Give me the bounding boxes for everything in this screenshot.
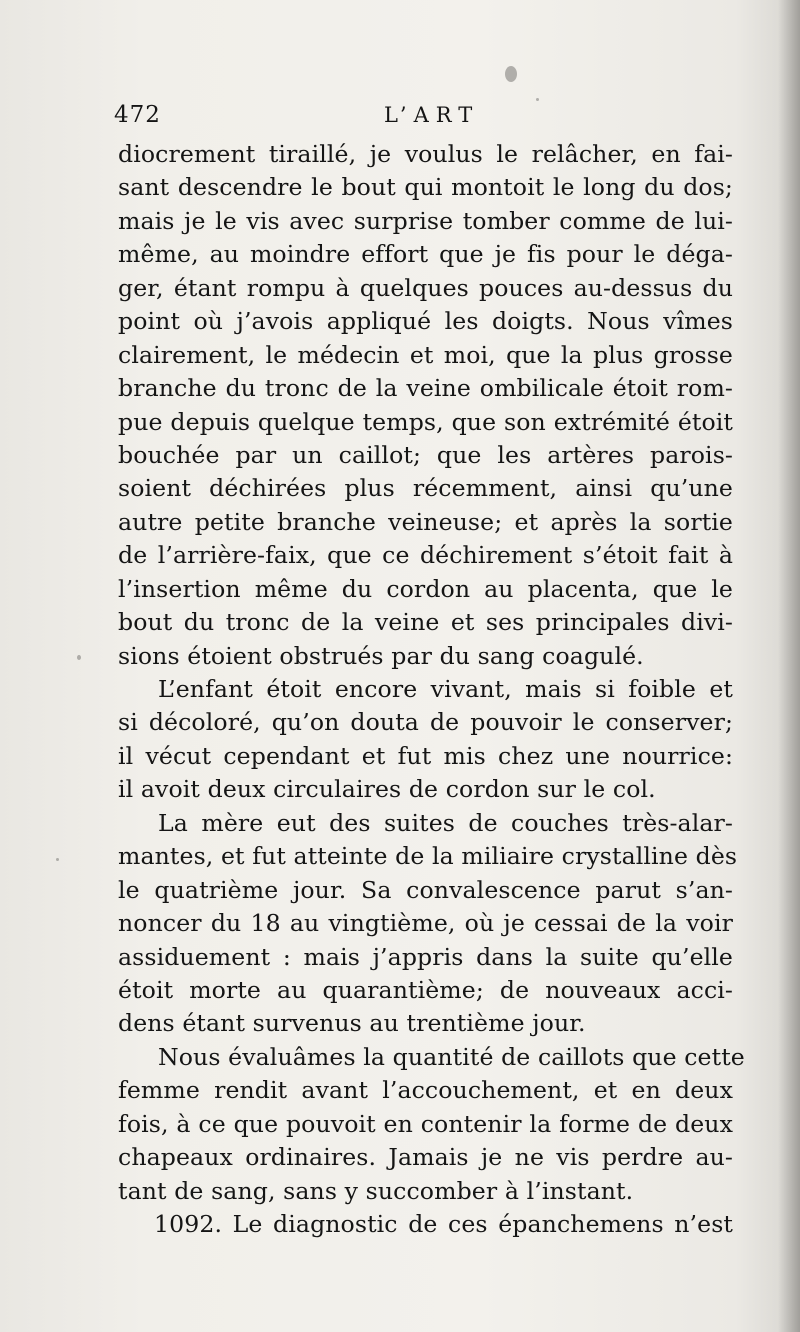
text-line: noncer du 18 au vingtième, où je cessai de la voir (118, 909, 733, 938)
text-line: ger, étant rompu à quelques pouces au-dessus du (118, 273, 733, 302)
text-line: clairement, le médecin et moi, que la plus grosse (118, 340, 733, 369)
text-line: pue depuis quelque temps, que son extrémité étoit (118, 407, 733, 436)
text-line: l’insertion même du cordon au placenta, que le (118, 574, 733, 603)
section-first-line: 1092. Le diagnostic de ces épanchemens n’est (154, 1210, 733, 1238)
text-line: dens étant survenus au trentième jour. (118, 1009, 586, 1038)
paragraph-first-line: L’enfant étoit encore vivant, mais si foible et (158, 675, 733, 703)
text-line: même, au moindre effort que je fis pour le déga- (118, 240, 733, 269)
text-line: il vécut cependant et fut mis chez une nourrice: (118, 741, 733, 770)
text-line: sions étoient obstrués par du sang coagulé. (118, 641, 644, 670)
ink-speck (56, 858, 59, 861)
text-line: chapeaux ordinaires. Jamais je ne vis perdre au- (118, 1143, 733, 1172)
paragraph-first-line: La mère eut des suites de couches très-alar- (158, 808, 733, 837)
ink-speck (505, 66, 517, 82)
page-number: 472 (114, 102, 161, 128)
text-line: diocrement tiraillé, je voulus le relâcher, en fai- (118, 140, 733, 168)
text-line: bouchée par un caillot; que les artères parois- (118, 440, 733, 469)
page-edge-shadow (778, 0, 800, 1332)
text-line: assiduement : mais j’appris dans la suite qu’elle (118, 942, 733, 971)
text-line: si décoloré, qu’on douta de pouvoir le conserver; (118, 708, 733, 737)
text-line: mantes, et fut atteinte de la miliaire crystalline dès (118, 842, 738, 871)
text-line: étoit morte au quarantième; de nouveaux acci- (118, 975, 733, 1004)
ink-speck (536, 98, 539, 101)
text-line: de l’arrière-faix, que ce déchirement s’étoit fait à (118, 541, 733, 570)
text-line: fois, à ce que pouvoit en contenir la forme de deux (118, 1109, 733, 1138)
body-text (118, 138, 745, 1241)
text-line: femme rendit avant l’accouchement, et en deux (118, 1076, 733, 1105)
text-line: le quatrième jour. Sa convalescence parut s’an- (118, 875, 733, 904)
text-line: tant de sang, sans y succomber à l’instant. (118, 1176, 634, 1205)
text-line: sant descendre le bout qui montoit le long du dos; (118, 173, 733, 202)
text-line: il avoit deux circulaires de cordon sur le col. (118, 775, 656, 804)
running-title: L’ART (384, 103, 480, 127)
ink-speck (77, 655, 81, 660)
running-head (114, 102, 734, 134)
paragraph-first-line: Nous évaluâmes la quantité de caillots que cette (158, 1042, 745, 1071)
text-line: autre petite branche veineuse; et après la sortie (118, 507, 733, 536)
text-line: mais je le vis avec surprise tomber comme de lui- (118, 206, 733, 235)
text-line: point où j’avois appliqué les doigts. Nous vîmes (118, 307, 733, 336)
text-line: soient déchirées plus récemment, ainsi qu’une (118, 474, 733, 503)
text-line: bout du tronc de la veine et ses principales divi- (118, 608, 733, 637)
text-line: branche du tronc de la veine ombilicale étoit rom- (118, 374, 733, 403)
